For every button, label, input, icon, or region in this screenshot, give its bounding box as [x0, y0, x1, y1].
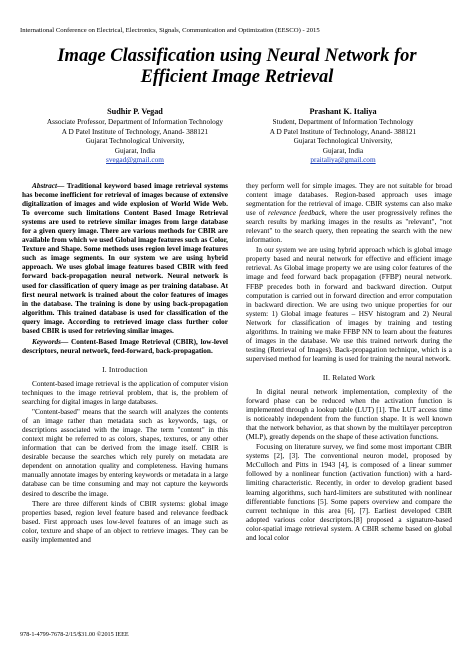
author-affiliation-line: Gujarat Technological University, [85, 136, 185, 146]
body-paragraph [246, 182, 452, 245]
left-column [22, 182, 228, 545]
section-heading-introduction: I. Introduction [102, 364, 148, 374]
author-name: Sudhir P. Vegad [107, 107, 163, 116]
author-affiliation-line: Gujarat, India [114, 145, 156, 155]
author-email-link[interactable]: svegad@gmail.com [106, 155, 164, 165]
abstract-label: Abstract [32, 182, 57, 190]
copyright-footer: 978-1-4799-7678-2/15/$31.00 ©2015 IEEE [20, 631, 129, 638]
keywords-text: Content-Based Image Retrieval (CBIR), low-level descriptors, neural network, feed-forward, back-propagation. [22, 337, 229, 355]
author-affiliation-line: Gujarat, India [322, 145, 364, 155]
body-paragraph: In digital neural network implementation, complexity of the forward phase can be reduced when the activation function is implemented through a lookup table (LUT) [1]. The LUT access time is noticeably independent from the function shape. It is well known that the network behavior, as that shown by the multilayer perceptron (MLP), greatly depends on the shape of these activation functions. [246, 387, 452, 442]
author-name: Prashant K. Italiya [309, 107, 377, 116]
conference-header: International Conference on Electrical, Electronics, Signals, Communication and Optimization (EESCO) - 2015 [20, 27, 320, 34]
keywords-label: Keywords [32, 337, 61, 346]
body-paragraph: In our system we are using hybrid approach which is global image property based and neural network for effective and efficient image retrieval. As Global image property we are using color features of the image and feed forward back propagation (FFBP) neural network. FFBP precedes both in forward and backward direction. Output computation is carried out in forward direction and error computation in backward direction. We are using two unique properties for our system: 1) Global image features – HSV histogram and 2) Neural Network for classification of images by training and testing algorithms. In training we make FFBP NN to learn about the features of images in the database. We use this trained network during the testing (Retrieval of Images). Back-propagation technique, which is a supervised method for learning is used for training the neural network. [246, 246, 452, 363]
author-affiliation-line: A D Patel Institute of Technology, Anand- 388121 [269, 126, 417, 136]
keywords-dash: — [61, 337, 72, 346]
body-paragraph: "Content-based" means that the search will analyzes the contents of an image rather than metadata such as keywords, tags, or descriptions associated with the image. The term "content" in this context might be referred to as colors, shapes, textures, or any other information that can be derived from the image itself. CBIR is desirable because the searches which rely purely on metadata are dependent on annotation quality and completeness. Having humans manually annotate images by entering keywords or metadata in a large database can be time consuming and may not capture the keywords desired to describe the image. [22, 408, 228, 498]
paper-title-line1: Image Classification using Neural Network for [57, 46, 417, 66]
abstract-paragraph [22, 182, 228, 336]
keywords-paragraph [22, 338, 228, 356]
section-heading-related-work: II. Related Work [322, 372, 376, 382]
author-block-2 [243, 107, 443, 165]
author-email-link[interactable]: praitaliya@gmail.com [310, 155, 376, 165]
author-affiliation-line: Student, Department of Information Technology [272, 117, 414, 126]
body-paragraph: There are three different kinds of CBIR systems: global image properties based, region level feature based and relevance feedback based. First approach uses low-level features of an image such as color, texture and shape of an object to retrieve images. They can be easily implemented and [22, 499, 228, 544]
body-text: they perform well for simple images. They are not suitable for broad content image databases. Region-based approach uses image segmentation for the retrieval of image. CBIR systems can also make use of [246, 182, 452, 218]
body-paragraph: Content-based image retrieval is the application of computer vision techniques to the image retrieval problem, that is, the problem of searching for digital images in large databases. [22, 379, 228, 407]
emphasis-text: relevance feedback [268, 209, 325, 218]
author-affiliation-line: Associate Professor, Department of Information Technology [46, 117, 224, 126]
author-affiliation-line: A D Patel Institute of Technology, Anand- 388121 [61, 126, 209, 136]
paper-title-line2: Efficient Image Retrieval [140, 67, 334, 87]
author-affiliation-line: Gujarat Technological University, [293, 136, 393, 146]
body-paragraph: Focusing on literature survey, we find some most important CBIR systems [2], [3]. The conventional neuron model, proposed by McCulloch and Pitts in 1943 [4], is composed of a linear summer followed by a nonlinear function (activation function) with a hard-limiting characteristic. Recently, in order to develop gradient based learning algorithms, such hard-limiters are substituted with nonlinear differentiable functions [5]. Some papers overview and compare the current technique in this area [6], [7]. Earliest developed CBIR adopted various color descriptors.[8] proposed a signature-based color-spatial image retrieval system. A CBIR scheme based on global and local color [246, 443, 452, 542]
abstract-text: Traditional keyword based image retrieval systems has become inefficient for retrieval of images because of extensive digitalization of images and wide explosion of World Wide Web. To overcome such limitations Content Based Image Retrieval systems are used to retrieve similar images from large database for a given query image. There are various methods for CBIR are available from which we used Global image features such as Color, Texture and Shape. Some methods uses region level image features such as image segments. In our system we are using hybrid approach. We uses global image features based CBIR with feed forward back-propagation neural network. Neural network is used for classification of query image as per training database. At first neural network is trained about the color features of images in the database. The training is done by using back-propagation algorithm. This trained database is used for classification of the query image. According to retrieved image class further color based CBIR is used for retrieving similar images. [22, 182, 229, 335]
body-text: , where the user progressively refines the search results by marking images in the results as "relevant", "not relevant" to the search query, then repeating the search with the new information. [246, 209, 452, 245]
author-block-1 [35, 107, 235, 165]
abstract-dash: — [56, 182, 67, 190]
right-column [246, 182, 452, 543]
